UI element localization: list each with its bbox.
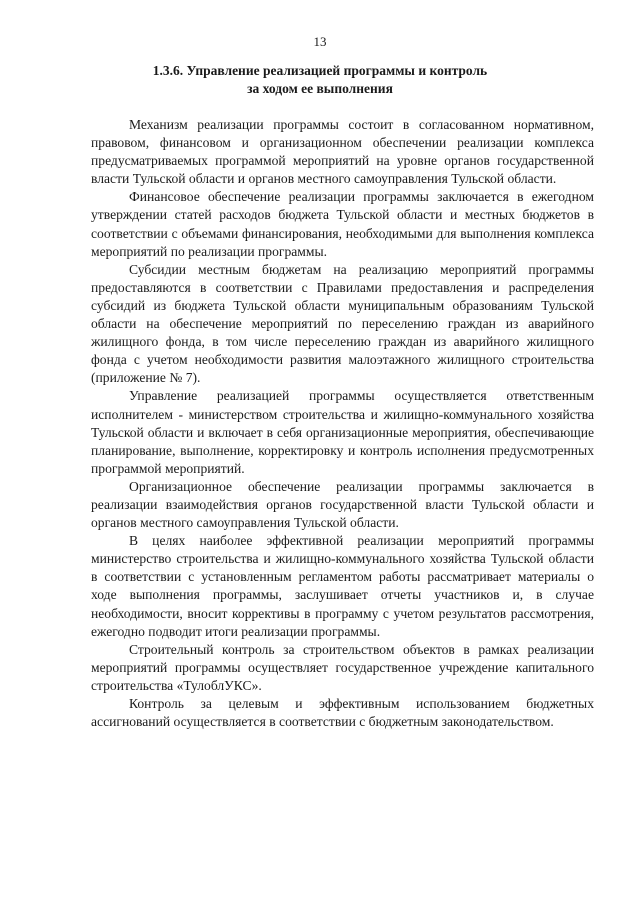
section-heading-line-2: за ходом ее выполнения [247, 81, 393, 96]
body-text [91, 116, 594, 731]
paragraph-financing: Финансовое обеспечение реализации программы заключается в ежегодном утверждении статей расходов бюджета Тульской области и местных бюджетов в соответствии с объемами финансирования, необходимыми для выполнения комплекса мероприятий по реализации программы. [91, 189, 594, 259]
page-number: 13 [313, 34, 327, 49]
paragraph-organizational: Организационное обеспечение реализации программы заключается в реализации взаимодействия органов государственной власти Тульской области и органов местного самоуправления Тульской области. [91, 478, 594, 531]
paragraph-efficiency: В целях наиболее эффективной реализации мероприятий программы министерство строительства и жилищно-коммунального хозяйства Тульской области в соответствии с установленным регламентом работы рассматривает материалы о ходе выполнения программы, заслушивает отчеты участников и, в случае необходимости, вносит коррективы в программу с учетом результатов рассмотрения, ежегодно подводит итоги реализации программы. [91, 533, 594, 639]
section-heading-line-1: 1.3.6. Управление реализацией программы и контроль [152, 63, 488, 78]
paragraph-budget-control: Контроль за целевым и эффективным использованием бюджетных ассигнований осуществляется в соответствии с бюджетным законодательством. [91, 696, 594, 730]
paragraph-mechanism: Механизм реализации программы состоит в согласованном нормативном, правовом, финансовом и организационном обеспечении реализации комплекса предусматриваемых программой мероприятий на уровне органов государственной власти Тульской области и органов местного самоуправления Тульской области. [91, 117, 594, 187]
paragraph-management: Управление реализацией программы осуществляется ответственным исполнителем - министерством строительства и жилищно-коммунального хозяйства Тульской области и включает в себя организационные мероприятия, обеспечивающие планирование, выполнение, корректировку и контроль исполнения предусмотренных программой мероприятий. [91, 388, 594, 476]
paragraph-construction-control: Строительный контроль за строительством объектов в рамках реализации мероприятий программы осуществляет государственное учреждение капитального строительства «ТулоблУКС». [91, 641, 594, 693]
paragraph-subsidies: Субсидии местным бюджетам на реализацию мероприятий программы предоставляются в соответствии с Правилами предоставления и распределения субсидий из бюджета Тульской области муниципальным образованиям Тульской области на обеспечение мероприятий по переселению граждан из аварийного жилищного фонда, в том числе переселению граждан из аварийного жилищного фонда с учетом необходимости развития малоэтажного жилищного строительства (приложение № 7). [91, 261, 594, 386]
section-heading [120, 62, 520, 98]
